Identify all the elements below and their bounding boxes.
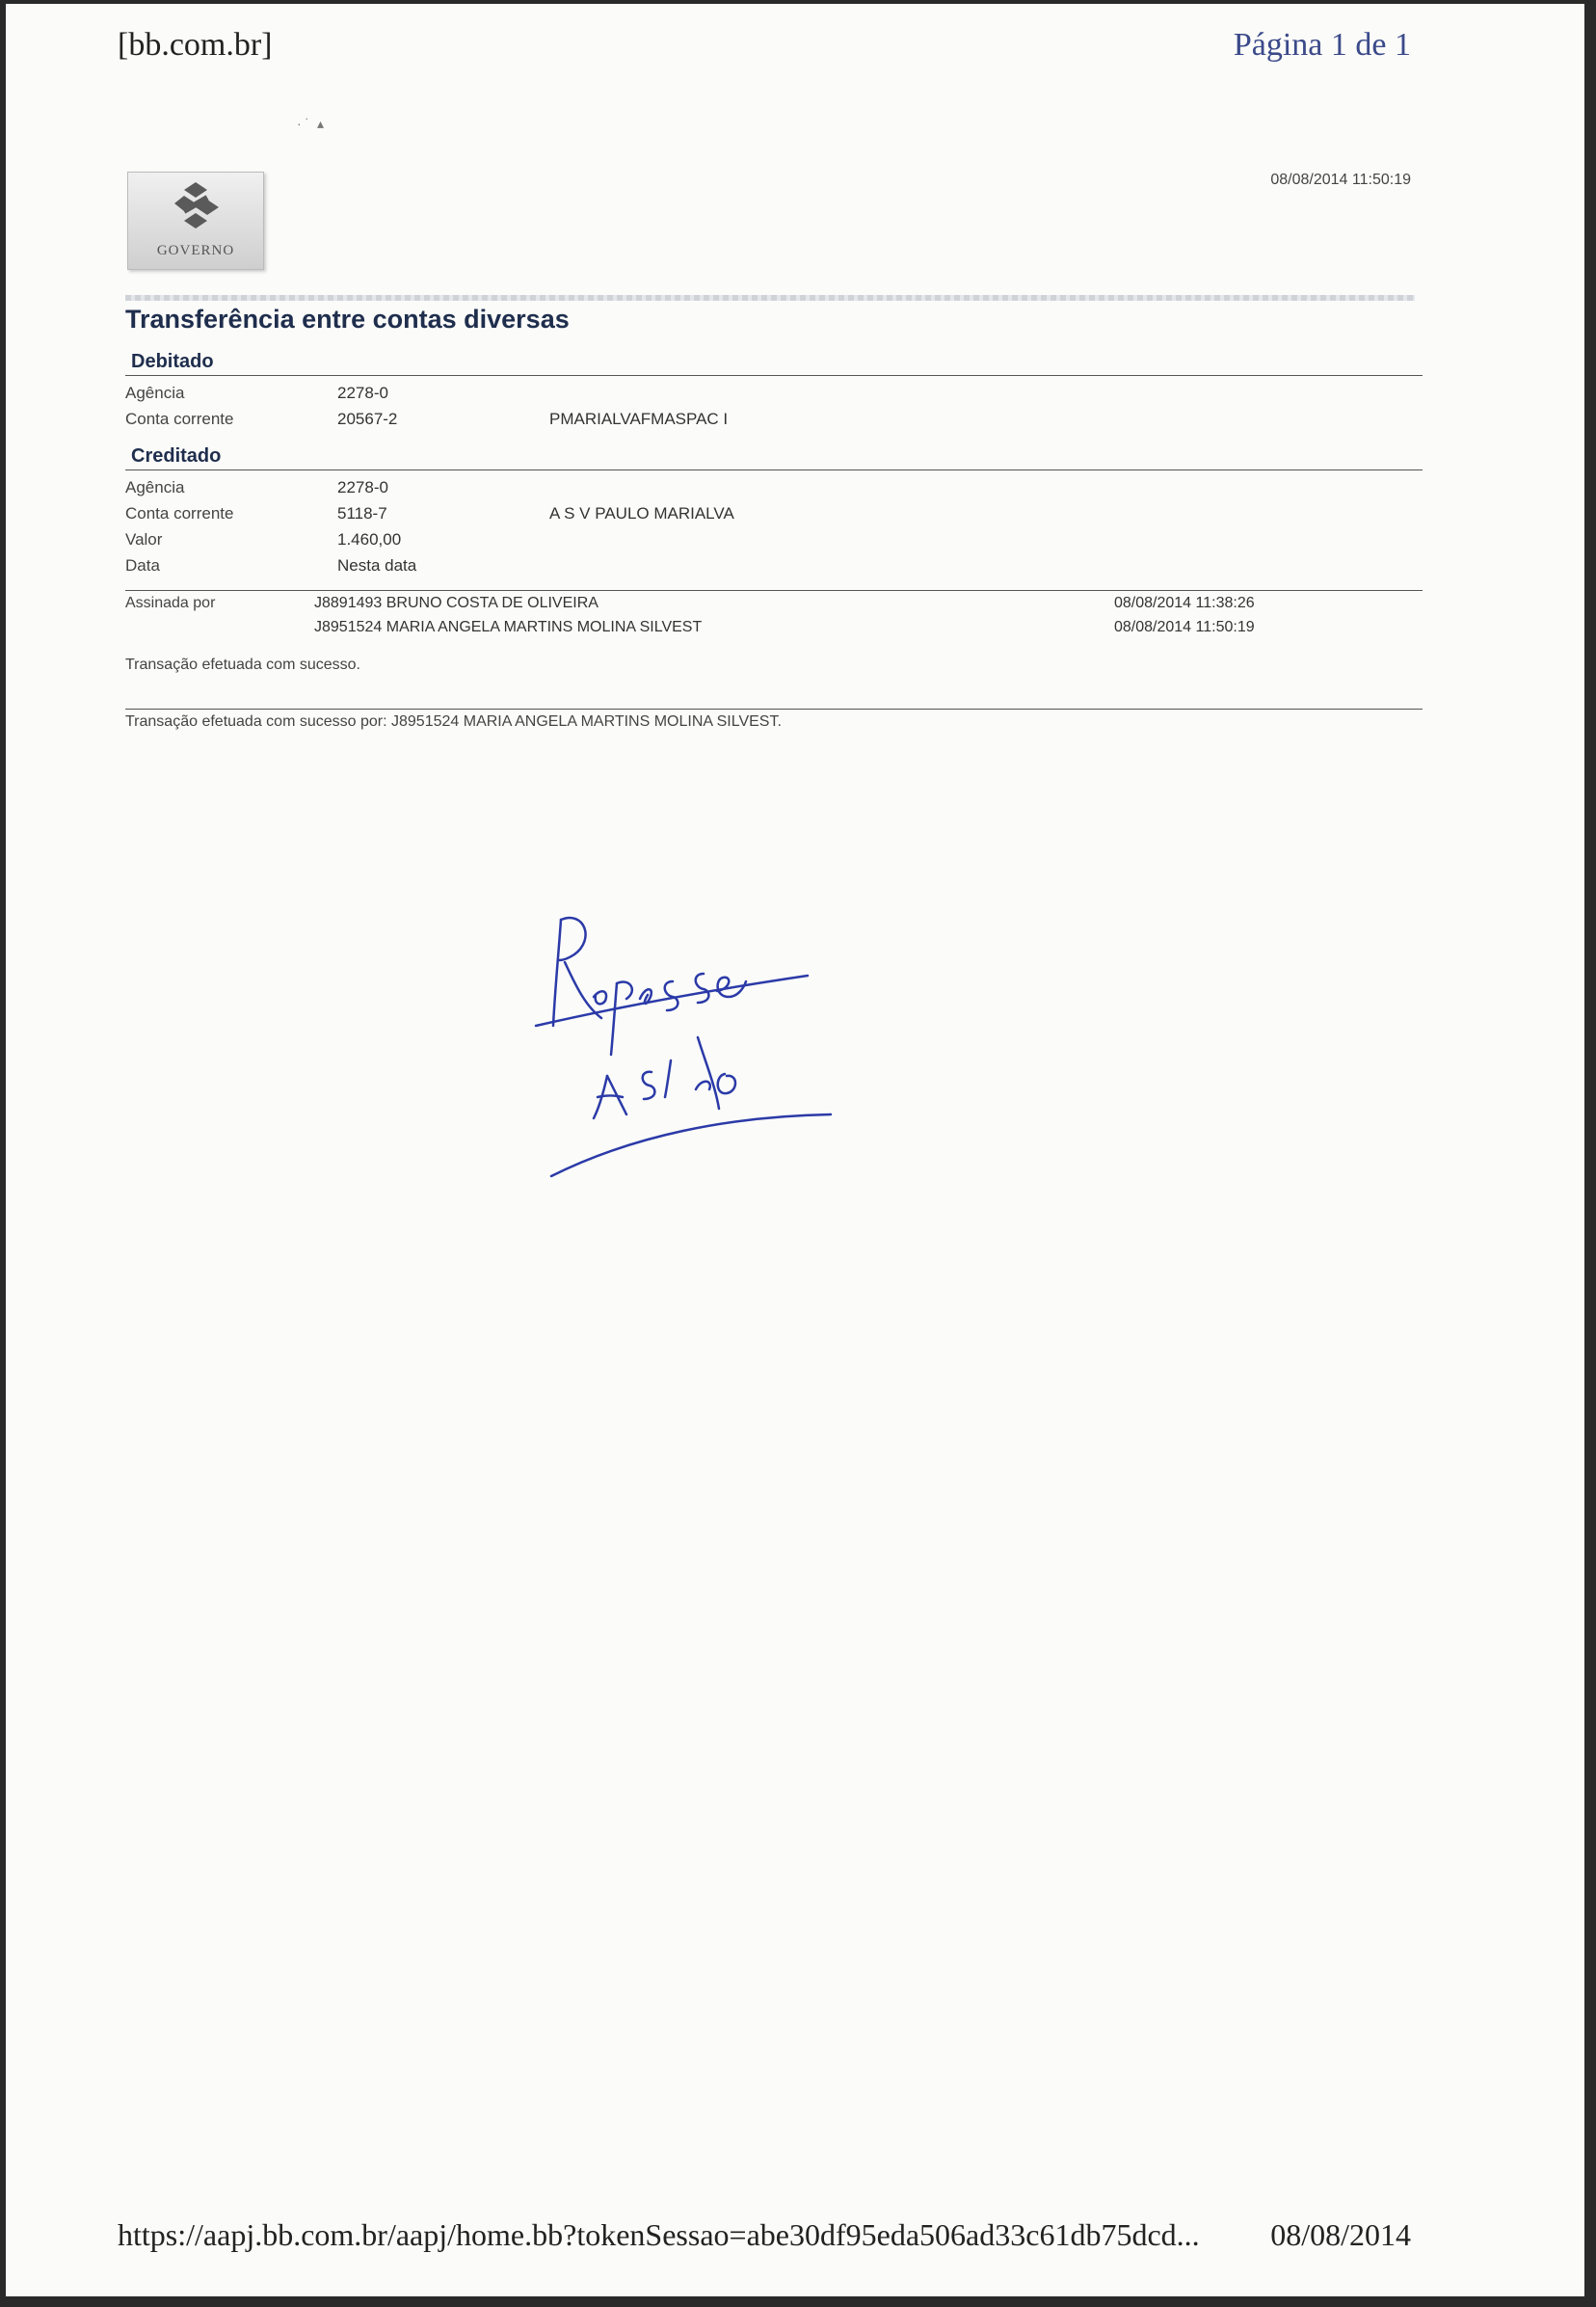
scan-speckles: · ˙ ▴ (297, 116, 325, 131)
section-heading-creditado: Creditado (125, 445, 1423, 470)
scanned-page (6, 4, 1584, 2296)
signer-name: J8951524 MARIA ANGELA MARTINS MOLINA SILVEST (314, 618, 703, 635)
credit-row-conta (125, 500, 1423, 526)
credit-row-data (125, 552, 1423, 578)
field-label: Conta corrente (125, 409, 234, 428)
signature-row (125, 591, 1423, 615)
amount-value: 1.460,00 (337, 529, 402, 549)
page-title: Transferência entre contas diversas (125, 305, 570, 334)
field-label: Agência (125, 477, 185, 496)
signer-time: 08/08/2014 11:38:26 (1114, 594, 1255, 611)
bank-emblem-icon (169, 180, 223, 230)
field-value: 2278-0 (337, 477, 388, 496)
field-value: 2278-0 (337, 383, 388, 402)
signer-name: J8891493 BRUNO COSTA DE OLIVEIRA (314, 594, 598, 611)
signer-time: 08/08/2014 11:50:19 (1114, 618, 1255, 635)
footer-url: https://aapj.bb.com.br/aapj/home.bb?tokenSessao=abe30df95eda506ad33c61db75dcd... (118, 2217, 1200, 2252)
field-value: 20567-2 (337, 409, 398, 428)
field-label: Agência (125, 383, 185, 402)
logo-label: GOVERNO (156, 243, 235, 258)
field-label: Data (125, 555, 160, 575)
status-message: Transação efetuada com sucesso. (125, 657, 360, 673)
field-value: 5118-7 (337, 503, 387, 523)
credit-row-agencia (125, 474, 1423, 500)
transfer-details (125, 351, 1423, 731)
credit-row-valor (125, 526, 1423, 552)
signature-row (125, 615, 1423, 639)
account-holder: A S V PAULO MARIALVA (549, 503, 734, 523)
debit-row-conta (125, 406, 1423, 432)
signed-by-label: Assinada por (125, 594, 216, 611)
section-heading-debitado: Debitado (125, 351, 1423, 376)
document-timestamp: 08/08/2014 11:50:19 (1270, 172, 1411, 188)
bank-logo (127, 172, 264, 270)
footer-date: 08/08/2014 (1270, 2217, 1411, 2252)
header-page-label: Página 1 de 1 (1233, 27, 1411, 63)
date-value: Nesta data (337, 555, 417, 575)
field-label: Valor (125, 529, 163, 549)
header-separator (125, 295, 1415, 301)
handwritten-annotation (526, 891, 835, 1180)
account-holder: PMARIALVAFMASPAC I (549, 409, 729, 428)
field-label: Conta corrente (125, 503, 234, 523)
header-site: [bb.com.br] (118, 27, 273, 63)
debit-row-agencia (125, 380, 1423, 406)
footer-message: Transação efetuada com sucesso por: J8951524 MARIA ANGELA MARTINS MOLINA SILVEST. (125, 709, 1423, 731)
